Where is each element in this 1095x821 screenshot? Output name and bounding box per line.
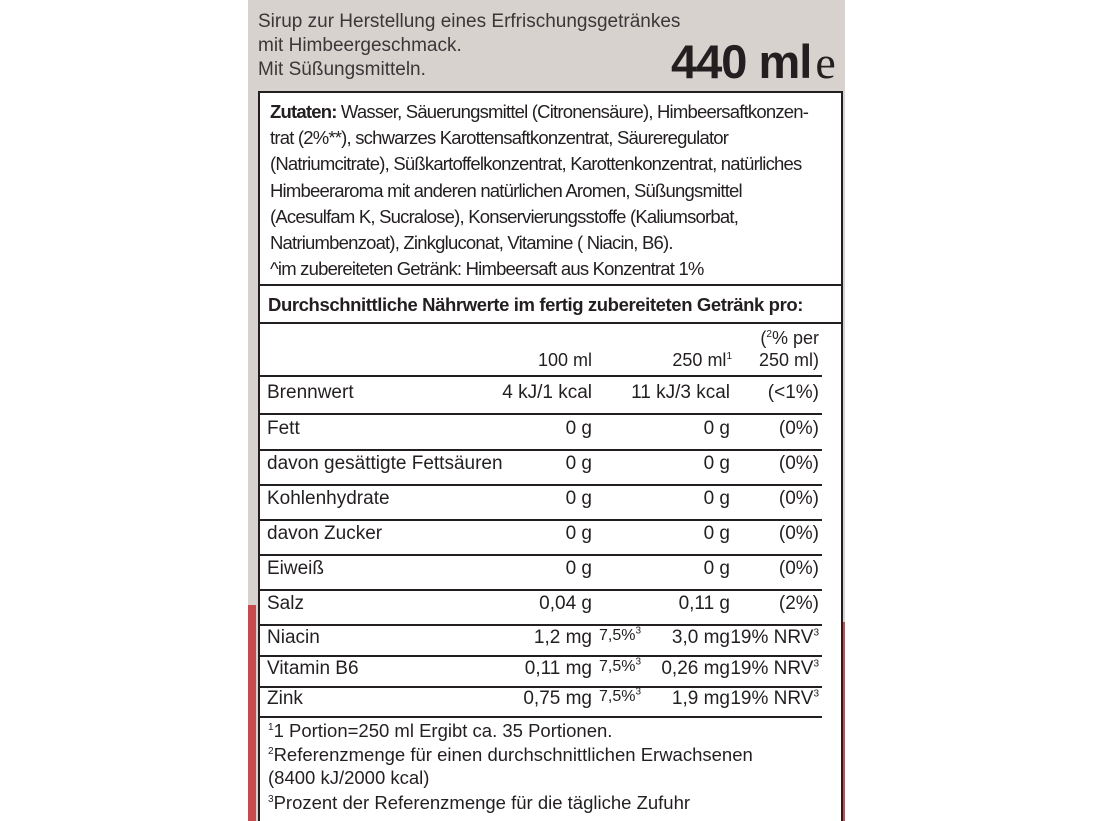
percent-100ml-value: 7,5%: [599, 627, 636, 644]
row-divider: [260, 716, 822, 718]
nutrient-label: Eiweiß: [267, 558, 325, 579]
col-header-250ml: [672, 349, 732, 371]
value-100ml: 4 kJ/1 kcal: [502, 382, 592, 403]
col-header-percent-text: % per: [771, 328, 819, 348]
nutrient-label: Salz: [267, 593, 304, 614]
footnote-marker: 3: [635, 686, 642, 698]
value-100ml: 0,11 mg: [524, 658, 592, 679]
value-250ml: 0,11 g: [678, 593, 730, 614]
col-header-100ml: 100 ml: [537, 350, 592, 370]
ingredients-line: (Acesulfam K, Sucralose), Konservierungsstoffe (Kaliumsorbat,: [270, 205, 739, 227]
nrv-250ml: [730, 688, 819, 710]
nrv-250ml: [730, 658, 819, 680]
nrv-value: 19% NRV: [730, 688, 814, 709]
description-line: Mit Süßungsmitteln.: [258, 59, 426, 80]
row-divider: [260, 449, 822, 451]
volume-display: [671, 34, 835, 89]
value-100ml: 0,04 g: [539, 593, 592, 614]
percent-reference: (0%): [778, 488, 819, 509]
footnote-marker: 3: [635, 625, 642, 637]
value-100ml: 0 g: [565, 558, 592, 579]
footnote-reference: Referenzmenge für einen durchschnittlichen Erwachsenen: [273, 744, 753, 765]
footnote-portion: 1 Portion=250 ml Ergibt ca. 35 Portionen.: [273, 720, 613, 741]
value-100ml: 0 g: [565, 523, 592, 544]
section-divider: [260, 284, 841, 286]
percent-100ml: [599, 627, 641, 645]
section-divider: [260, 322, 841, 324]
nutrient-label: Brennwert: [267, 382, 354, 403]
nutrient-label: davon Zucker: [267, 523, 383, 544]
percent-reference: (0%): [778, 453, 819, 474]
footnote-marker: 3: [813, 688, 819, 700]
value-250ml: 1,9 mg: [671, 688, 730, 709]
percent-reference: (0%): [778, 558, 819, 579]
footnote-marker: 3: [813, 627, 819, 639]
percent-reference: (<1%): [767, 382, 819, 403]
footnote-percent: Prozent der Referenzmenge für die tägliche Zufuhr: [273, 792, 691, 813]
ingredients-line: Wasser, Säuerungsmittel (Citronensäure), Himbeersaftkonzen-: [336, 101, 809, 122]
percent-100ml: [599, 688, 641, 706]
info-panel: [258, 91, 843, 821]
label-edge-stripe: [248, 605, 256, 821]
row-divider: [260, 589, 822, 591]
value-250ml: 0 g: [703, 558, 730, 579]
vitamin-label: Vitamin B6: [267, 658, 359, 679]
value-100ml: 0 g: [565, 488, 592, 509]
footnote-marker: 3: [635, 656, 642, 668]
row-divider: [260, 624, 822, 626]
percent-reference: (0%): [778, 418, 819, 439]
col-header-percent: [759, 327, 819, 371]
footnote-marker: 3: [813, 658, 819, 670]
value-250ml: 0 g: [703, 453, 730, 474]
product-description: [258, 10, 680, 82]
ingredients-line: Natriumbenzoat), Zinkgluconat, Vitamine ( Niacin, B6).: [270, 232, 673, 254]
ingredients-text: [270, 99, 832, 282]
value-250ml: 3,0 mg: [671, 627, 730, 648]
value-100ml: 0,75 mg: [523, 688, 592, 709]
col-header-250ml-label: 250 ml: [672, 350, 727, 370]
nrv-value: 19% NRV: [730, 627, 814, 648]
row-divider: [260, 484, 822, 486]
col-header-percent-line2: 250 ml): [758, 350, 819, 370]
percent-reference: (2%): [778, 593, 819, 614]
vitamin-label: Zink: [267, 688, 303, 709]
row-divider: [260, 554, 822, 556]
value-100ml: 1,2 mg: [533, 627, 592, 648]
value-100ml: 0 g: [565, 453, 592, 474]
percent-100ml: [599, 658, 641, 676]
value-250ml: 0,26 mg: [661, 658, 730, 679]
ingredients-line: ^im zubereiteten Getränk: Himbeersaft aus Konzentrat 1%: [270, 258, 704, 280]
nutrient-label: Kohlenhydrate: [267, 488, 390, 509]
ingredients-heading: Zutaten:: [270, 101, 337, 122]
footnote-marker: 2: [268, 745, 274, 757]
footnote-marker: 2: [766, 329, 772, 340]
nutrient-label: Fett: [267, 418, 300, 439]
vitamin-label: Niacin: [267, 627, 320, 648]
percent-reference: (0%): [778, 523, 819, 544]
value-250ml: 0 g: [703, 523, 730, 544]
value-250ml: 0 g: [703, 488, 730, 509]
row-divider: [260, 375, 822, 377]
percent-100ml-value: 7,5%: [599, 658, 636, 675]
value-250ml: 11 kJ/3 kcal: [631, 382, 730, 403]
row-divider: [260, 655, 822, 657]
row-divider: [260, 413, 822, 415]
description-line: mit Himbeergeschmack.: [258, 35, 462, 56]
estimated-sign: e: [815, 37, 835, 88]
col-header-percent-open: (: [760, 328, 767, 348]
product-label: [248, 0, 845, 821]
footnote-marker: 1: [268, 721, 274, 733]
value-100ml: 0 g: [565, 418, 592, 439]
ingredients-line: trat (2%**), schwarzes Karottensaftkonzentrat, Säureregulator: [270, 127, 729, 149]
nrv-250ml: [730, 627, 819, 649]
ingredients-line: (Natriumcitrate), Süßkartoffelkonzentrat, Karottenkonzentrat, natürliches: [270, 153, 802, 175]
footnote-reference-energy: (8400 kJ/2000 kcal): [268, 767, 430, 788]
ingredients-line: Himbeeraroma mit anderen natürlichen Aromen, Süßungsmittel: [270, 179, 742, 201]
percent-100ml-value: 7,5%: [599, 688, 636, 705]
nutrient-label: davon gesättigte Fettsäuren: [267, 453, 503, 474]
footnote-marker: 3: [268, 793, 274, 805]
nrv-value: 19% NRV: [730, 658, 814, 679]
value-250ml: 0 g: [703, 418, 730, 439]
footnote-marker: 1: [726, 351, 732, 362]
volume-value: 440 ml: [671, 35, 812, 88]
nutrition-title: Durchschnittliche Nährwerte im fertig zubereiteten Getränk pro:: [268, 294, 804, 315]
description-line: Sirup zur Herstellung eines Erfrischungsgetränkes: [258, 11, 681, 32]
row-divider: [260, 519, 822, 521]
